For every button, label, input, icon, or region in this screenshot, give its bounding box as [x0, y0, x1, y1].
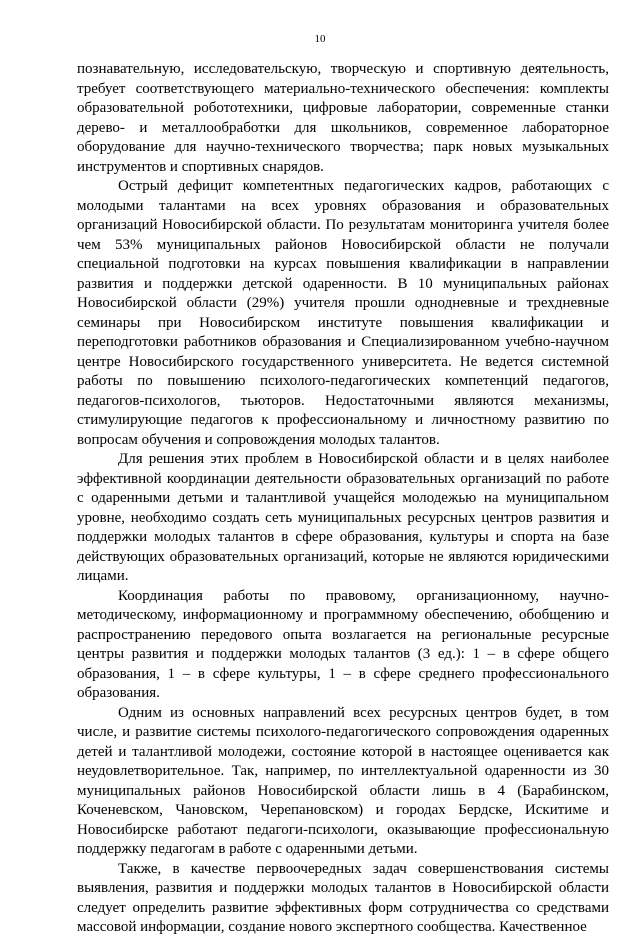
paragraph-continuation: познавательную, исследовательскую, творческую и спортивную деятельность, требует соответствующего материально-технического обеспечения: комплекты образовательной робототехники, цифровые лаборатории, современные станки дерево- и металлообработки для школьников, современное лабораторное оборудование для научно-технического творчества; парк новых музыкальных инструментов и спортивных снарядов. [77, 61, 609, 175]
paragraph-resource-centers: Для решения этих проблем в Новосибирской области и в целях наиболее эффективной координации деятельности образовательных организаций по работе с одаренными детьми и талантливой учащейся молодежью на муниципальном уровне, необходимо создать сеть муниципальных ресурсных центров развития и поддержки молодых талантов в сфере образования, культуры и спорта на базе действующих образовательных организаций, которые не являются юридическими лицами. [77, 451, 609, 584]
paragraph-psychological-support: Одним из основных направлений всех ресурсных центров будет, в том числе, и развитие системы психолого-педагогического сопровождения одаренных детей и талантливой молодежи, состояние которой в настоящее оценивается как неудовлетворительное. Так, например, по интеллектуальной одаренности из 30 муниципальных районов Новосибирской области лишь в 4 (Барабинском, Коченевском, Чановском, Черепановском) и городах Бердске, Искитиме и Новосибирске работают педагоги-психологи, оказывающие профессиональную поддержку педагогам в работе с одаренными детьми. [77, 704, 609, 857]
paragraph-priority-tasks: Также, в качестве первоочередных задач совершенствования системы выявления, развития и поддержки молодых талантов в Новосибирской области следует определить развитие эффективных форм сотрудничества со средствами массовой информации, создание нового экспертного сообщества. Качественное [77, 860, 609, 935]
paragraph-coordination: Координация работы по правовому, организационному, научно-методическому, информационному и программному обеспечению, обобщению и распространению передового опыта возлагается на региональные ресурсные центры развития и поддержки молодых талантов (3 ед.): 1 – в сфере общего образования, 1 – в сфере культуры, 1 – в сфере среднего профессионального образования. [77, 587, 609, 701]
paragraph-teacher-shortage: Острый дефицит компетентных педагогических кадров, работающих с молодыми талантами на всех уровнях образования и образовательных организаций Новосибирской области. По результатам мониторинга учителя более чем 53% муниципальных районов Новосибирской области не получали специальной подготовки на курсах повышения квалификации в направлении развития и поддержки детской одаренности. В 10 муниципальных районах Новосибирской области (29%) учителя прошли однодневные и трехдневные семинары при Новосибирском институте повышения квалификации и переподготовки работников образования и Специализированном учебно-научном центре Новосибирского государственного университета. Не ведется системной работы по повышению психолого-педагогических компетенций педагогов, педагогов-психологов, тьюторов. Недостаточными являются механизмы, стимулирующие педагогов к профессиональному и личностному развитию по вопросам обучения и сопровождения молодых талантов. [77, 178, 609, 448]
page-number: 10 [314, 33, 326, 45]
body-text [77, 60, 609, 938]
